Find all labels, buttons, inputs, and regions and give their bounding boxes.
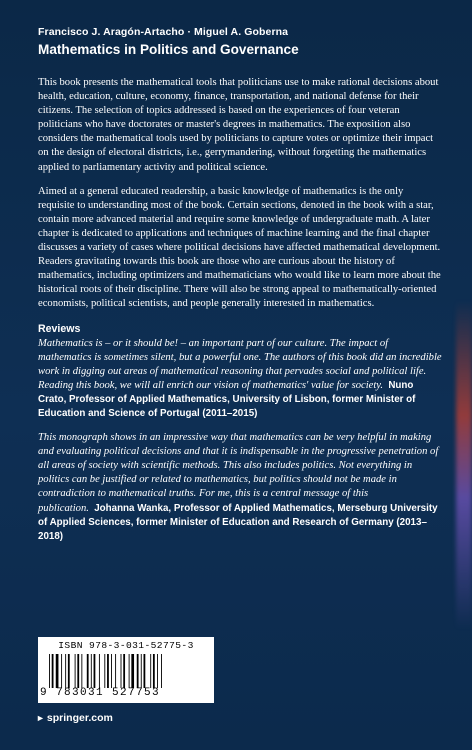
isbn-barcode [38, 637, 214, 703]
barcode-bar [52, 654, 54, 688]
blurb-paragraph-2: Aimed at a general educated readership, a basic knowledge of mathematics is the only requisite to understanding most of the book. Certain sections, denoted in the book with a star, contain more advanced material and require some knowledge of undergraduate math. A later chapter is dedicated to applications and techniques of machine learning and the final chapter discusses a variety of cases where political decisions have affected mathematical development. Readers gravitating towards this book are those who are curious about the history of mathematics, including optimizers and mathematicians who would like to learn more about the historical roots of their discipline. There will also be strong appeal to mathematically-oriented economists, political scientists, and people generally interested in mathematics. [38, 185, 441, 310]
barcode-bar [123, 654, 125, 688]
review-quote: This monograph shows in an impressive way that mathematics can be very helpful in making and evaluating political decisions and that it is indispensable in the progressive penetration of all areas of society with scientific methods. This also includes politics. Not everything in politics can be justified or related to mathematics, but politics should not be made in contradiction to mathematical truths. For me, this is a central message of this publication. [38, 432, 439, 514]
review-attribution: Johanna Wanka, Professor of Applied Mathematics, Merseburg University of Applied Sciences, former Minister of Education and Research of Germany (2013–2018) [38, 502, 438, 542]
barcode-bar [161, 654, 162, 688]
barcode-bar [153, 654, 155, 688]
barcode-bar [99, 654, 100, 688]
barcode-bar [61, 654, 62, 688]
barcode-bar [111, 654, 112, 688]
book-title: Mathematics in Politics and Governance [38, 42, 299, 57]
blurb [38, 76, 442, 554]
decorative-light-streak [456, 300, 472, 630]
barcode-bar [150, 654, 151, 688]
barcode-bar [131, 654, 134, 688]
barcode-bar [121, 654, 122, 688]
barcode-bar [141, 654, 142, 688]
barcode-bar [157, 654, 158, 688]
barcode-bar [75, 654, 76, 688]
barcode-bar [87, 654, 89, 688]
blurb-paragraph-1: This book presents the mathematical tools that politicians use to make rational decisions about health, education, culture, economy, finance, transportation, and national defense for their citizens. The selection of topics addressed is based on the experiences of four veteran politicians who have doctorates or master's degrees in mathematics. The exposition also considers the mathematical tools used by politicians to capture votes or optimize their impact on the design of electoral districts, i.e., gerrymandering, without forgetting the mathematics applied to parliamentary activity and political science. [38, 77, 439, 173]
barcode-bar [77, 654, 79, 688]
barcode-bar [65, 654, 66, 688]
barcode-bar [115, 654, 116, 688]
publisher-link[interactable] [36, 712, 113, 724]
barcode-bar [129, 654, 130, 688]
review-attribution: Nuno Crato, Professor of Applied Mathematics, University of Lisbon, former Minister of Education and Science of Portugal (2011–2015) [38, 379, 416, 419]
review-2 [38, 431, 442, 544]
review-quote: Mathematics is – or it should be! – an important part of our culture. The impact of mathematics is sometimes silent, but a powerful one. The authors of this book did an incredible work in digging out areas of mathematical reasoning that pervades social and political life. Reading this book, we will all enrich our vision of mathematics' value for society. [38, 337, 442, 391]
barcode-bar [56, 654, 59, 688]
isbn-number: ISBN 978-3-031-52775-3 [58, 640, 194, 651]
arrow-right-icon: ► [36, 713, 45, 723]
barcode-bar [49, 654, 50, 688]
barcode-icon [48, 654, 208, 688]
barcode-bar [144, 654, 146, 688]
barcode-bar [104, 654, 105, 688]
author-names: Francisco J. Aragón-Artacho · Miguel A. Goberna [38, 26, 289, 38]
barcode-bar [107, 654, 109, 688]
barcode-digits: 9 783031 527753 [40, 687, 161, 699]
barcode-bar [91, 654, 92, 688]
barcode-bar [81, 654, 82, 688]
review-1 [38, 337, 442, 422]
reviews-heading: Reviews [38, 322, 81, 335]
barcode-bar [94, 654, 96, 688]
barcode-bar [137, 654, 139, 688]
barcode-bar [68, 654, 70, 688]
publisher-url: springer.com [46, 712, 113, 724]
